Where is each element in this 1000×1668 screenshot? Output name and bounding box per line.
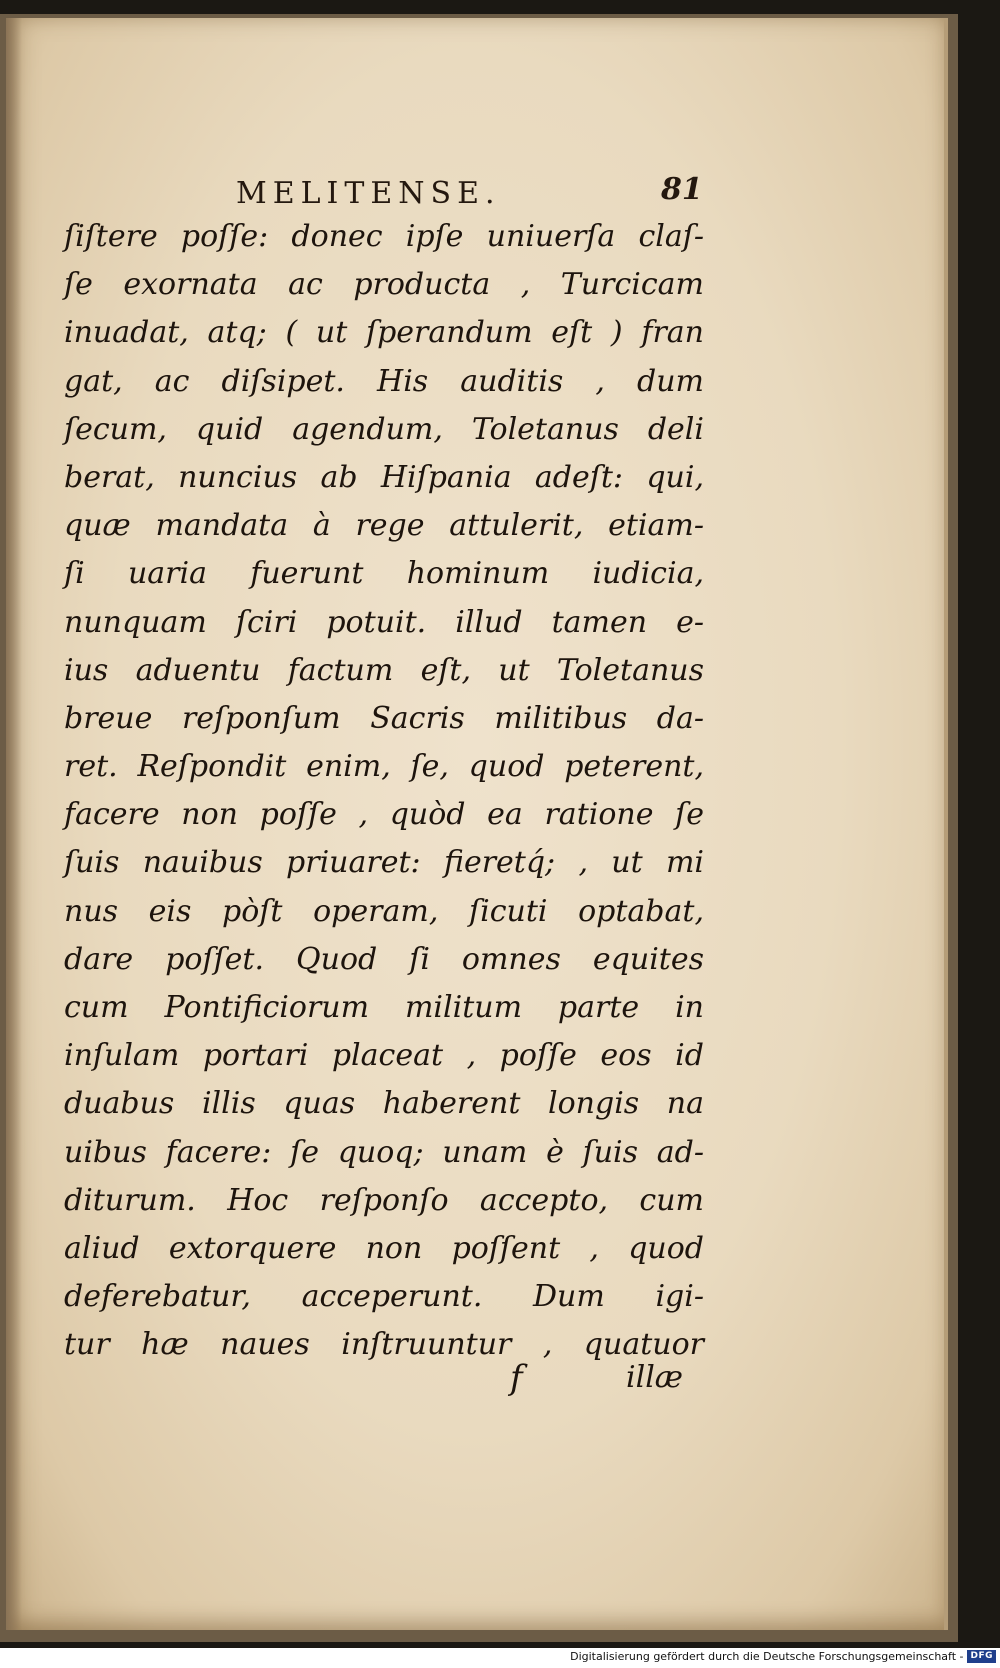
text-line: duabus illis quas haberent longis na	[64, 1086, 704, 1122]
page-gutter	[6, 18, 22, 1630]
text-line: gat, ac diſsipet. His auditis , dum	[64, 363, 704, 399]
page-number: 81	[661, 172, 703, 207]
text-line: diturum. Hoc reſponſo accepto, cum	[64, 1182, 704, 1218]
catchword: illæ	[626, 1360, 683, 1395]
text-line: ret. Reſpondit enim, ſe, quod peterent,	[64, 749, 704, 785]
text-line: ſiſtere poſſe: donec ipſe uniuerſa claſ-	[64, 219, 704, 254]
signature-mark: f	[510, 1358, 523, 1398]
text-line: facere non poſſe , quòd ea ratione ſe	[64, 797, 704, 833]
text-line: ſecum, quid agendum, Toletanus deli	[64, 411, 704, 447]
text-line: ſuis nauibus priuaret: fieretq́; , ut mi	[64, 845, 704, 881]
text-line: ſe exornata ac producta , Turcicam	[64, 267, 704, 303]
funding-credit	[570, 1650, 996, 1663]
text-line: inſulam portari placeat , poſſe eos id	[64, 1038, 704, 1074]
funding-credit-text: Digitalisierung gefördert durch die Deutsche Forschungsgemeinschaft -	[570, 1650, 964, 1663]
text-line: berat, nuncius ab Hiſpania adeſt: qui,	[64, 459, 704, 495]
text-line: inuadat, atq; ( ut ſperandum eſt ) fran	[64, 315, 704, 351]
text-line: quæ mandata à rege attulerit, etiam-	[64, 508, 704, 544]
body-text	[64, 213, 704, 1370]
text-line: aliud extorquere non poſſent , quod	[64, 1230, 704, 1266]
text-line: uibus facere: ſe quoq; unam è ſuis ad-	[64, 1134, 704, 1170]
text-line: deferebatur, acceperunt. Dum igi-	[64, 1279, 704, 1315]
dfg-logo: DFG	[967, 1650, 996, 1663]
text-line: cum Pontificiorum militum parte in	[64, 990, 704, 1025]
text-line: ſi uaria fuerunt hominum iudicia,	[64, 556, 704, 592]
text-line: dare poſſet. Quod ſi omnes equites	[64, 941, 704, 977]
running-head: MELITENSE.	[236, 176, 501, 211]
text-line: tur hæ naues inſtruuntur , quatuor	[64, 1327, 704, 1363]
text-line: breue reſponſum Sacris militibus da-	[64, 700, 704, 736]
book-page	[6, 18, 948, 1630]
text-line: nus eis pòſt operam, ſicuti optabat,	[64, 893, 704, 929]
text-line: ius aduentu factum eſt, ut Toletanus	[64, 652, 704, 688]
text-line: nunquam ſciri potuit. illud tamen e-	[64, 604, 704, 640]
